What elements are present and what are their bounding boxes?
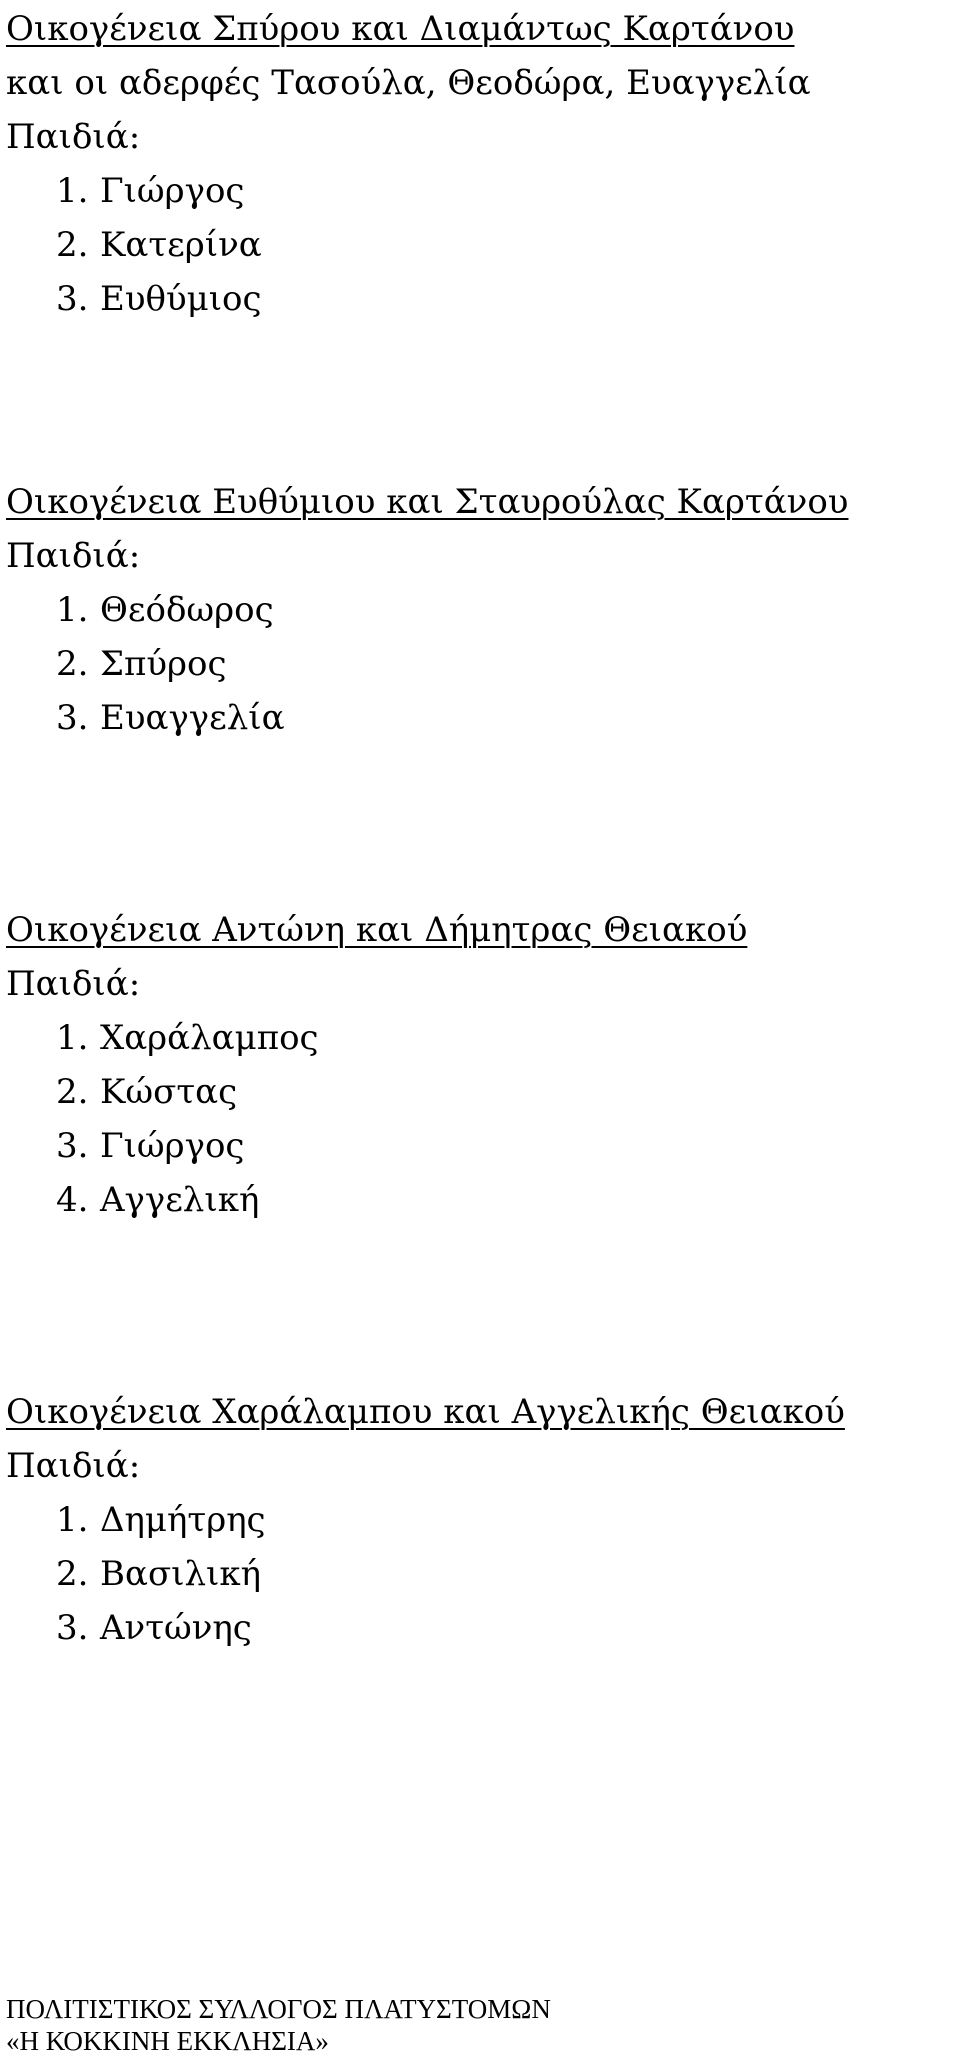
child-item xyxy=(6,1547,956,1601)
child-name: Κώστας xyxy=(100,1072,238,1112)
footer-organization: ΠΟΛΙΤΙΣΤΙΚΟΣ ΣΥΛΛΟΓΟΣ ΠΛΑΤΥΣΤΟΜΩΝ xyxy=(6,1994,551,2024)
child-item xyxy=(6,272,956,326)
children-list xyxy=(6,583,956,745)
child-item xyxy=(6,1601,956,1655)
child-number: 3. xyxy=(56,698,89,738)
child-name: Θεόδωρος xyxy=(100,590,274,630)
child-number: 3. xyxy=(56,1608,89,1648)
footer-organization-nickname: «Η ΚΟΚΚΙΝΗ ΕΚΚΛΗΣΙΑ» xyxy=(6,2026,329,2056)
children-label: Παιδιά: xyxy=(6,964,141,1004)
child-number: 2. xyxy=(56,644,89,684)
child-name: Αντώνης xyxy=(100,1608,252,1648)
child-name: Χαράλαμπος xyxy=(100,1018,319,1058)
child-number: 2. xyxy=(56,1554,89,1594)
child-name: Κατερίνα xyxy=(100,225,262,265)
child-item xyxy=(6,1493,956,1547)
child-name: Βασιλική xyxy=(100,1554,261,1594)
child-name: Ευθύμιος xyxy=(100,279,262,319)
child-number: 2. xyxy=(56,225,89,265)
child-name: Αγγελική xyxy=(100,1180,260,1220)
child-name: Σπύρος xyxy=(100,644,227,684)
child-number: 2. xyxy=(56,1072,89,1112)
page-footer xyxy=(6,1993,551,2057)
family-section xyxy=(6,1385,956,1655)
children-list xyxy=(6,1493,956,1655)
child-item xyxy=(6,1119,956,1173)
child-number: 1. xyxy=(56,171,89,211)
child-item xyxy=(6,1011,956,1065)
family-subheading: και οι αδερφές Τασούλα, Θεοδώρα, Ευαγγελία xyxy=(6,63,811,103)
child-number: 3. xyxy=(56,1126,89,1166)
children-label: Παιδιά: xyxy=(6,1446,141,1486)
child-number: 3. xyxy=(56,279,89,319)
child-name: Ευαγγελία xyxy=(100,698,285,738)
child-item xyxy=(6,218,956,272)
child-item xyxy=(6,691,956,745)
child-item xyxy=(6,164,956,218)
children-list xyxy=(6,164,956,326)
family-section xyxy=(6,2,956,326)
children-label: Παιδιά: xyxy=(6,536,141,576)
child-item xyxy=(6,1173,956,1227)
child-name: Γιώργος xyxy=(100,1126,245,1166)
child-number: 1. xyxy=(56,1500,89,1540)
family-heading: Οικογένεια Αντώνη και Δήμητρας Θειακού xyxy=(6,910,748,950)
child-name: Δημήτρης xyxy=(100,1500,266,1540)
family-heading: Οικογένεια Ευθύμιου και Σταυρούλας Καρτάνου xyxy=(6,482,849,522)
child-item xyxy=(6,1065,956,1119)
children-list xyxy=(6,1011,956,1227)
child-number: 1. xyxy=(56,1018,89,1058)
family-heading: Οικογένεια Χαράλαμπου και Αγγελικής Θειακού xyxy=(6,1392,845,1432)
child-item xyxy=(6,637,956,691)
family-heading: Οικογένεια Σπύρου και Διαμάντως Καρτάνου xyxy=(6,9,795,49)
child-number: 4. xyxy=(56,1180,89,1220)
children-label: Παιδιά: xyxy=(6,117,141,157)
child-name: Γιώργος xyxy=(100,171,245,211)
child-number: 1. xyxy=(56,590,89,630)
family-section xyxy=(6,903,956,1227)
family-section xyxy=(6,475,956,745)
child-item xyxy=(6,583,956,637)
